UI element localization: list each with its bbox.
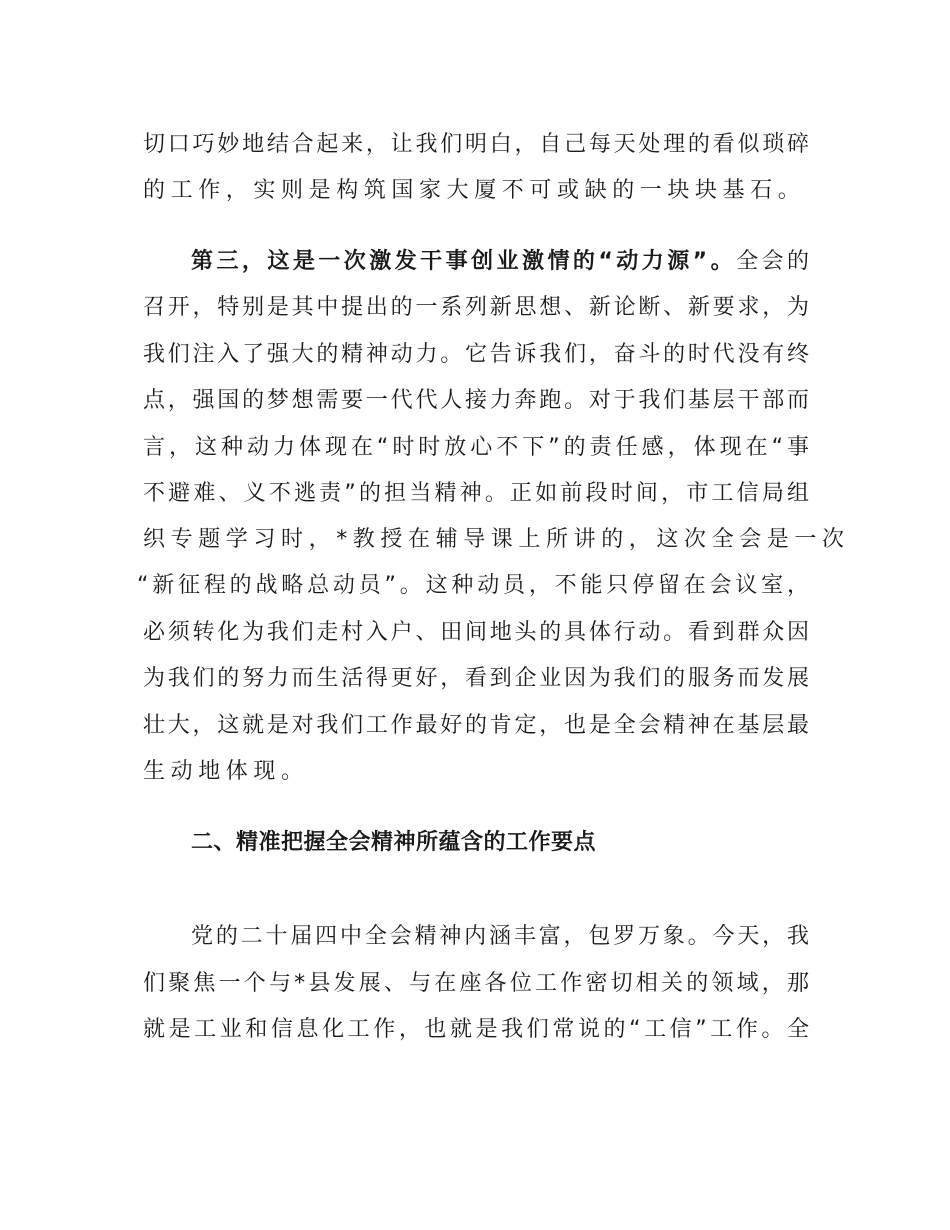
text-line: 的工作，实则是构筑国家大厦不可或缺的一块块基石。: [143, 178, 806, 203]
text-line: 点，强国的梦想需要一代代人接力奔跑。对于我们基层干部而: [143, 388, 809, 413]
text-line: 不避难、义不逃责”的担当精神。正如前段时间，市工信局组: [143, 481, 809, 506]
text-line: 党的二十届四中全会精神内涵丰富，包罗万象。今天，我: [191, 924, 809, 949]
text-line: 我们注入了强大的精神动力。它告诉我们，奋斗的时代没有终: [143, 342, 809, 367]
section-heading: 二、精准把握全会精神所蕴含的工作要点: [191, 830, 597, 855]
text-line: 织专题学习时，*教授在辅导课上所讲的，这次全会是一次: [143, 527, 850, 552]
text-line: 壮大，这就是对我们工作最好的肯定，也是全会精神在基层最: [143, 713, 809, 738]
text-line: “新征程的战略总动员”。这种动员，不能只停留在会议室，: [137, 573, 809, 598]
text-line: 召开，特别是其中提出的一系列新思想、新论断、新要求，为: [143, 295, 809, 320]
text-fragment: 全会的: [736, 249, 809, 274]
text-line: 们聚焦一个与*县发展、与在座各位工作密切相关的领域，那: [143, 971, 809, 996]
text-line: 就是工业和信息化工作，也就是我们常说的“工信”工作。全: [143, 1017, 809, 1042]
text-line: 生动地体现。: [143, 759, 309, 784]
bold-lead-sentence: 第三，这是一次激发干事创业激情的“动力源”。: [191, 249, 737, 274]
text-line: 必须转化为我们走村入户、田间地头的具体行动。看到群众因: [143, 620, 809, 645]
text-line: 切口巧妙地结合起来，让我们明白，自己每天处理的看似琐碎: [143, 132, 809, 157]
text-line: 为我们的努力而生活得更好，看到企业因为我们的服务而发展: [143, 666, 809, 691]
paragraph-lead-line: [191, 247, 809, 277]
text-line: 言，这种动力体现在“时时放心不下”的责任感，体现在“事: [143, 435, 809, 460]
